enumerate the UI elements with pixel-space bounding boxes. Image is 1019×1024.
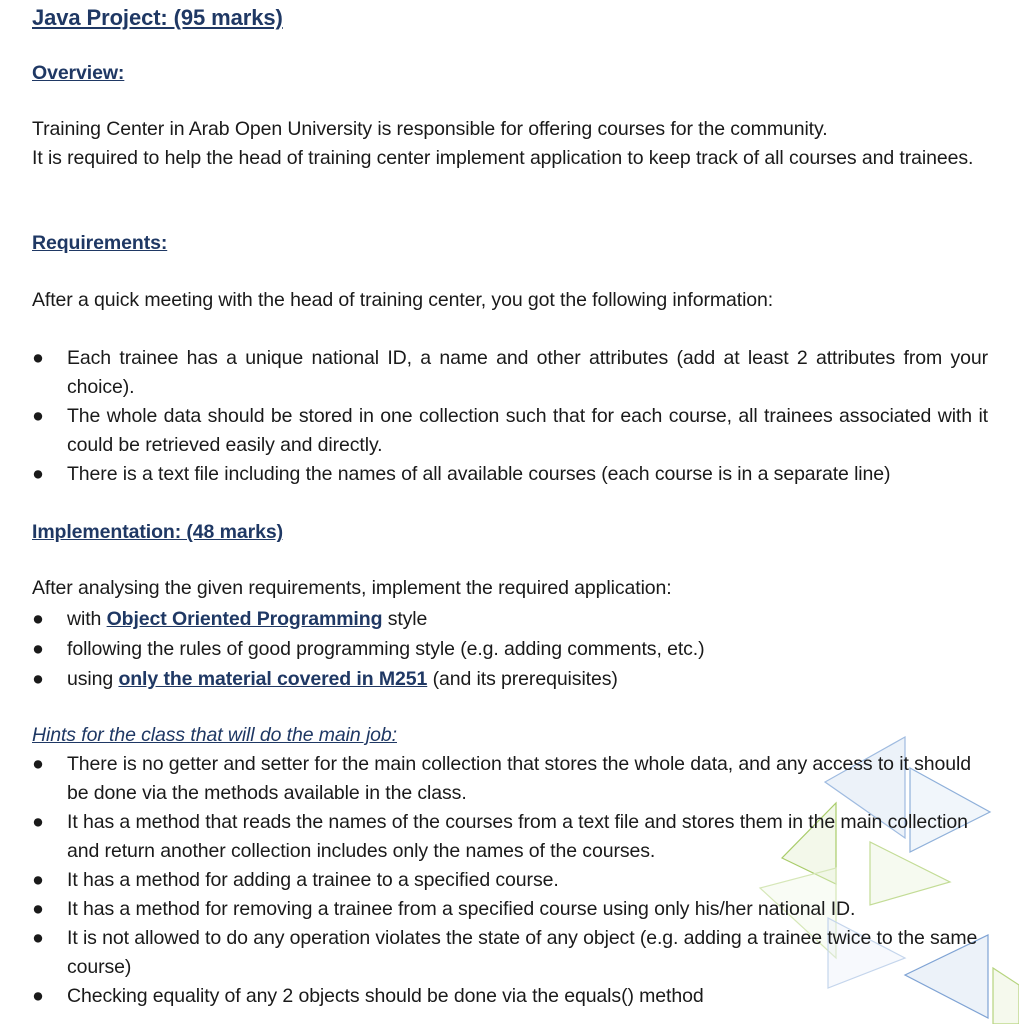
implementation-heading: Implementation: (48 marks) (32, 521, 283, 543)
hints-item (32, 982, 988, 1011)
requirements-item (32, 344, 988, 402)
implementation-item-prefix: using (67, 668, 119, 690)
implementation-item-prefix: with (67, 608, 107, 630)
bullet-icon: ● (32, 869, 44, 891)
implementation-item-suffix: (and its prerequisites) (427, 668, 618, 690)
requirements-item-text: There is a text file including the names of all available courses (each course is in a separate line) (67, 463, 891, 485)
implementation-item (32, 634, 988, 664)
bullet-icon: ● (32, 927, 44, 949)
requirements-list (32, 344, 988, 489)
bullet-icon: ● (32, 463, 44, 485)
hints-item-text: It has a method for removing a trainee from a specified course using only his/her national ID. (67, 898, 856, 920)
bullet-icon: ● (32, 811, 44, 833)
hints-item-text: It has a method that reads the names of the courses from a text file and stores them in the main collection and return another collection includes only the names of the courses. (67, 811, 968, 862)
hints-item-text: Checking equality of any 2 objects should be done via the equals() method (67, 985, 704, 1007)
requirements-item (32, 402, 988, 460)
requirements-heading: Requirements: (32, 232, 168, 254)
m251-emphasis: only the material covered in M251 (118, 668, 428, 690)
implementation-intro: After analysing the given requirements, implement the required application: (32, 577, 672, 599)
overview-line-2: It is required to help the head of training center implement application to keep track of all courses and trainees. (32, 147, 974, 169)
hints-heading: Hints for the class that will do the main job: (32, 724, 397, 746)
requirements-item-text: Each trainee has a unique national ID, a name and other attributes (add at least 2 attributes from your choice). (67, 347, 988, 398)
hints-item (32, 895, 988, 924)
hints-item (32, 808, 988, 866)
overview-heading: Overview: (32, 62, 125, 84)
oop-emphasis: Object Oriented Programming (106, 608, 383, 630)
deco-triangle (993, 968, 1019, 1024)
bullet-icon: ● (32, 347, 44, 369)
bullet-icon: ● (32, 668, 44, 690)
bullet-icon: ● (32, 608, 44, 630)
bullet-icon: ● (32, 638, 44, 660)
bullet-icon: ● (32, 898, 44, 920)
bullet-icon: ● (32, 753, 44, 775)
implementation-item-suffix: style (382, 608, 428, 630)
overview-line-1: Training Center in Arab Open University is responsible for offering courses for the community. (32, 118, 828, 140)
requirements-item-text: The whole data should be stored in one collection such that for each course, all trainees associated with it could be retrieved easily and directly. (67, 405, 988, 456)
requirements-item (32, 460, 988, 489)
hints-item (32, 750, 988, 808)
requirements-intro: After a quick meeting with the head of training center, you got the following information: (32, 289, 774, 311)
bullet-icon: ● (32, 405, 44, 427)
bullet-icon: ● (32, 985, 44, 1007)
implementation-item-text: following the rules of good programming style (e.g. adding comments, etc.) (67, 638, 705, 660)
hints-item-text: It is not allowed to do any operation violates the state of any object (e.g. adding a trainee twice to the same course) (67, 927, 978, 978)
implementation-item (32, 664, 988, 694)
hints-item-text: There is no getter and setter for the main collection that stores the whole data, and any access to it should be done via the methods available in the class. (67, 753, 971, 804)
document-title: Java Project: (95 marks) (32, 5, 283, 30)
hints-list (32, 750, 988, 1011)
implementation-item (32, 604, 988, 634)
hints-item (32, 866, 988, 895)
hints-item (32, 924, 988, 982)
hints-item-text: It has a method for adding a trainee to a specified course. (67, 869, 559, 891)
implementation-list (32, 604, 988, 694)
